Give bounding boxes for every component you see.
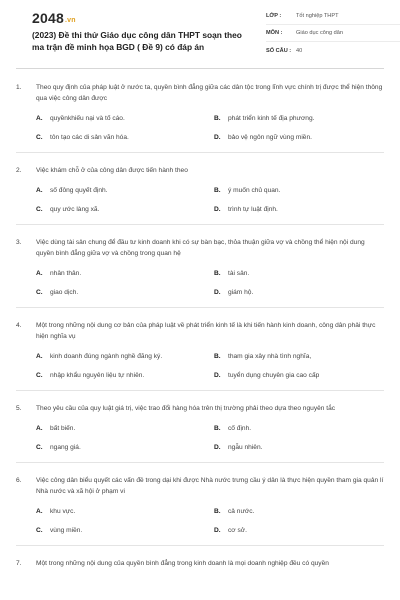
answer-options — [16, 114, 384, 143]
option-text: nhập khẩu nguyên liệu tự nhiên. — [50, 372, 145, 379]
question-text: Một trong những nội dung của quyền bình đẳng trong kinh doanh là mọi doanh nghiệp đều có quyền — [36, 560, 329, 567]
question-number: 1. — [16, 84, 22, 91]
option-text: quyềnkhiếu nại và tố cáo. — [50, 115, 125, 122]
option-letter: B. — [214, 353, 221, 360]
option-letter: B. — [214, 508, 221, 515]
answer-option[interactable] — [36, 526, 206, 536]
answer-option[interactable] — [214, 133, 384, 143]
question-text: Việc công dân biểu quyết các vấn đề trong dại khi được Nhà nước trưng cầu ý dân là thực hiện quyền tham gia quản lí Nhà nước và xã hội ở phạm vi — [36, 477, 384, 495]
option-letter: B. — [214, 425, 221, 432]
logo-suffix: .vn — [64, 17, 76, 24]
answer-option[interactable] — [214, 526, 384, 536]
meta-row — [266, 8, 400, 25]
answer-option[interactable] — [36, 269, 206, 279]
option-letter: D. — [214, 372, 221, 379]
answer-options — [16, 269, 384, 298]
option-letter: C. — [36, 206, 43, 213]
meta-value: 40 — [296, 47, 303, 54]
option-letter: D. — [214, 444, 221, 451]
answer-option[interactable] — [36, 114, 206, 124]
option-text: giao dịch. — [50, 289, 79, 296]
option-text: nhân thân. — [50, 270, 82, 277]
option-text: số đông quyết định. — [50, 187, 108, 194]
option-text: giám hộ. — [228, 289, 254, 296]
option-text: trình tự luật định. — [228, 206, 278, 213]
option-text: ý muốn chủ quan. — [228, 187, 281, 194]
option-text: cả nước. — [228, 508, 255, 515]
answer-option[interactable] — [214, 352, 384, 362]
question-head — [16, 403, 384, 414]
question-item — [16, 165, 384, 225]
option-letter: D. — [214, 289, 221, 296]
question-text: Một trong những nội dung cơ bản của pháp luật về phát triển kinh tế là khi tiến hành kinh doanh, công dân phải thực hiện nghĩa vụ — [36, 322, 376, 340]
answer-options — [16, 186, 384, 215]
option-letter: C. — [36, 444, 43, 451]
option-letter: D. — [214, 527, 221, 534]
option-letter: A. — [36, 425, 43, 432]
answer-option[interactable] — [36, 443, 206, 453]
option-text: tuyển dụng chuyên gia cao cấp — [228, 372, 320, 379]
question-item — [16, 237, 384, 308]
question-head — [16, 558, 384, 569]
option-text: quy ước làng xã. — [50, 206, 100, 213]
question-number: 7. — [16, 560, 22, 567]
question-head — [16, 237, 384, 259]
option-text: tôn tạo các di sản văn hóa. — [50, 134, 129, 141]
document-header — [16, 0, 384, 66]
option-text: tài sản. — [228, 270, 250, 277]
meta-row — [266, 25, 400, 42]
answer-option[interactable] — [36, 205, 206, 215]
question-head — [16, 165, 384, 176]
answer-option[interactable] — [36, 507, 206, 517]
question-number: 3. — [16, 239, 22, 246]
meta-row — [266, 42, 400, 59]
question-text: Theo quy định của pháp luật ở nước ta, quyền bình đẳng giữa các dân tộc trong lĩnh vực chính trị được thể hiện thông qua việc công dân được — [36, 84, 383, 102]
option-text: cố định. — [228, 425, 252, 432]
answer-option[interactable] — [36, 371, 206, 381]
question-text: Việc dùng tài sản chung để đầu tư kinh doanh khi có sự bàn bạc, thỏa thuận giữa vợ và chồng thể hiện nội dung quyền bình đẳng giữa vợ và chồng trong quan hệ — [36, 239, 365, 257]
answer-option[interactable] — [214, 424, 384, 434]
question-number: 6. — [16, 477, 22, 484]
option-letter: C. — [36, 289, 43, 296]
question-number: 2. — [16, 167, 22, 174]
option-text: cơ sở. — [228, 527, 247, 534]
logo-main: 2048 — [32, 10, 64, 26]
site-logo[interactable] — [32, 10, 76, 26]
answer-option[interactable] — [214, 443, 384, 453]
option-letter: A. — [36, 353, 43, 360]
option-text: khu vực. — [50, 508, 76, 515]
meta-key: SỐ CÂU : — [266, 47, 292, 54]
answer-option[interactable] — [214, 269, 384, 279]
meta-key: LỚP : — [266, 13, 282, 19]
header-divider — [16, 68, 384, 69]
answer-option[interactable] — [214, 205, 384, 215]
answer-option[interactable] — [36, 352, 206, 362]
option-letter: D. — [214, 206, 221, 213]
option-text: vùng miền. — [50, 527, 83, 534]
question-item — [16, 320, 384, 391]
meta-value: Giáo dục công dân — [296, 30, 343, 36]
question-item — [16, 475, 384, 546]
answer-option[interactable] — [214, 371, 384, 381]
option-letter: A. — [36, 270, 43, 277]
question-item — [16, 82, 384, 153]
question-head — [16, 475, 384, 497]
answer-option[interactable] — [36, 186, 206, 196]
option-letter: C. — [36, 134, 43, 141]
answer-options — [16, 352, 384, 381]
question-head — [16, 320, 384, 342]
option-text: kinh doanh đúng ngành nghề đăng ký. — [50, 353, 163, 360]
document-title: (2023) Đề thi thử Giáo dục công dân THPT soạn theo ma trận đề minh họa BGD ( Đề 9) có đáp án — [32, 30, 242, 52]
option-text: ngẫu nhiên. — [228, 444, 263, 451]
option-letter: B. — [214, 270, 221, 277]
option-letter: C. — [36, 372, 43, 379]
option-letter: D. — [214, 134, 221, 141]
answer-option[interactable] — [214, 507, 384, 517]
option-letter: B. — [214, 115, 221, 122]
answer-option[interactable] — [214, 114, 384, 124]
document-meta-table — [266, 8, 400, 59]
answer-options — [16, 507, 384, 536]
option-text: bảo vệ ngôn ngữ vùng miền. — [228, 134, 312, 141]
answer-option[interactable] — [214, 186, 384, 196]
option-letter: A. — [36, 115, 43, 122]
answer-option[interactable] — [214, 288, 384, 298]
question-text: Việc khám chỗ ở của công dân được tiến hành theo — [36, 167, 188, 174]
option-text: phát triển kinh tế địa phương. — [228, 115, 315, 122]
question-head — [16, 82, 384, 104]
meta-key: MÔN : — [266, 30, 283, 36]
question-list — [16, 82, 384, 590]
option-letter: C. — [36, 527, 43, 534]
option-text: ngang giá. — [50, 444, 81, 451]
question-item — [16, 403, 384, 463]
option-letter: B. — [214, 187, 221, 194]
answer-option[interactable] — [36, 424, 206, 434]
meta-value: Tốt nghiệp THPT — [296, 13, 339, 19]
question-number: 4. — [16, 322, 22, 329]
question-item — [16, 558, 384, 578]
question-number: 5. — [16, 405, 22, 412]
option-text: bất biến. — [50, 425, 76, 432]
answer-option[interactable] — [36, 133, 206, 143]
option-letter: A. — [36, 187, 43, 194]
option-letter: A. — [36, 508, 43, 515]
option-text: tham gia xây nhà tình nghĩa, — [228, 353, 312, 360]
question-text: Theo yêu cầu của quy luật giá trị, việc trao đổi hàng hóa trên thị trường phải theo dựa theo nguyên tắc — [36, 405, 336, 412]
answer-options — [16, 424, 384, 453]
answer-option[interactable] — [36, 288, 206, 298]
